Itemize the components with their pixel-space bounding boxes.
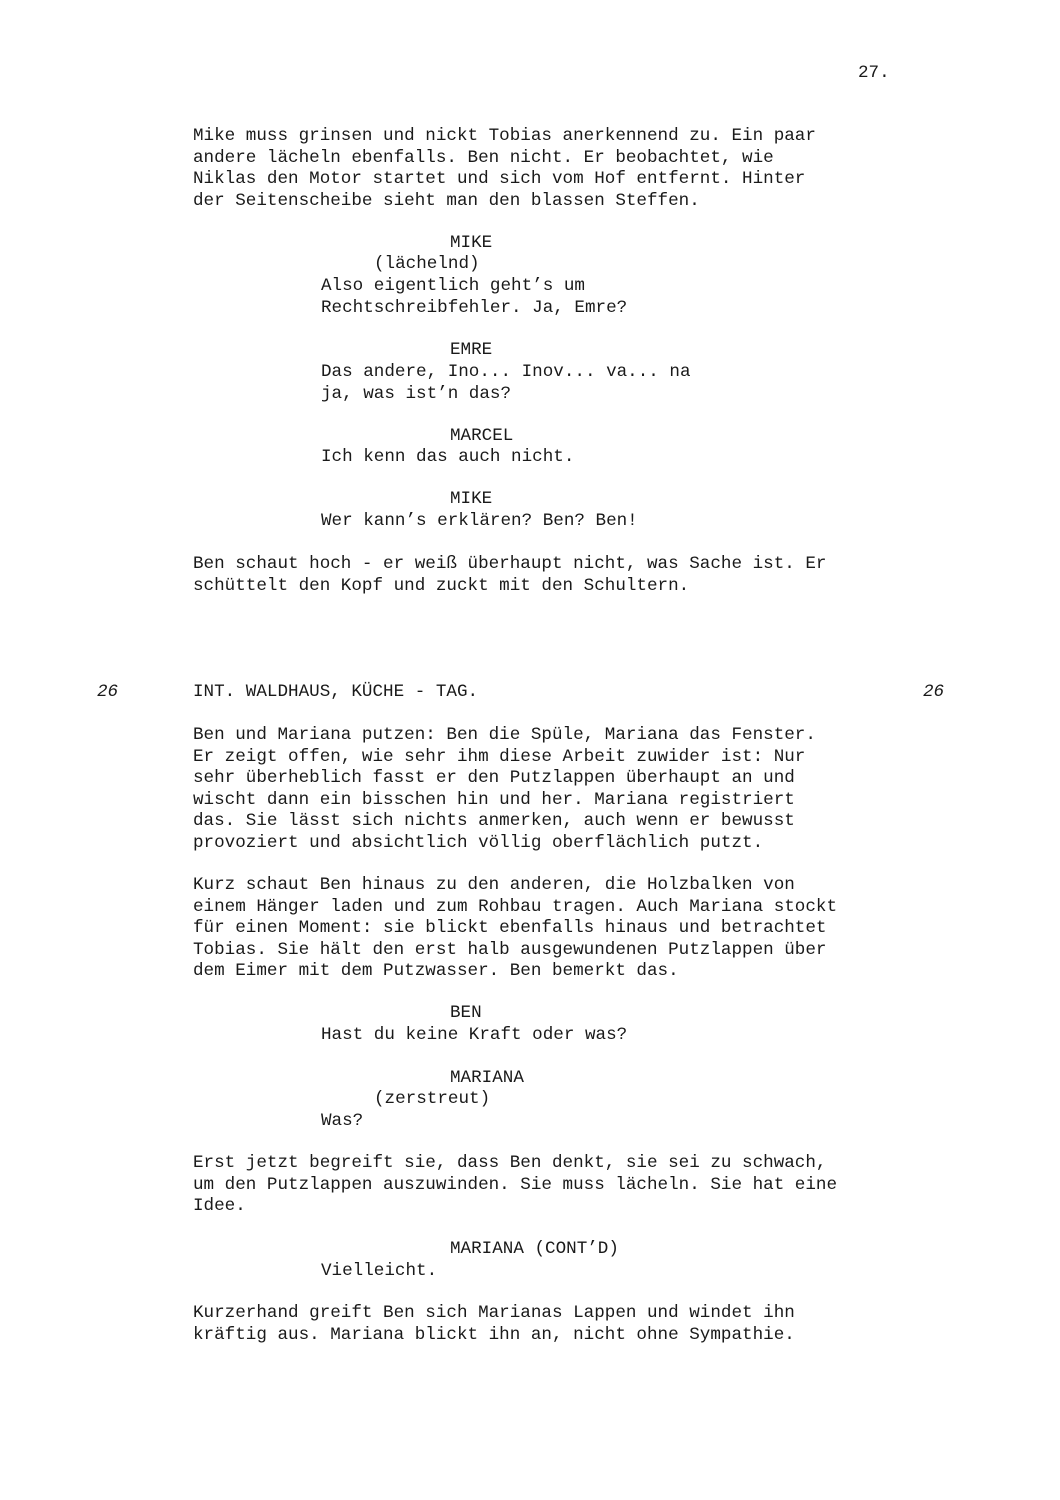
- dialogue-emre: Das andere, Ino... Inov... va... na ja, was ist’n das?: [321, 362, 691, 404]
- dialogue-mariana-was: Was?: [321, 1111, 364, 1131]
- action-erst-jetzt: Erst jetzt begreift sie, dass Ben denkt, sie sei zu schwach, um den Putzlappen auszuwinden. Sie muss lächeln. Sie hat eine Idee.: [193, 1153, 838, 1216]
- character-mariana: MARIANA: [450, 1068, 524, 1088]
- action-kurz-schaut-ben: Kurz schaut Ben hinaus zu den anderen, die Holzbalken von einem Hänger laden und zum Rohbau tragen. Auch Mariana stockt für einen Moment: sie blickt ebenfalls hinaus und betrachtet Tobias. Sie hält den erst halb ausgewundenen Putzlappen über dem Eimer mit dem Putzwasser. Ben bemerkt das.: [193, 875, 838, 981]
- parenthetical-laechelnd: (lächelnd): [374, 254, 480, 274]
- character-mike-2: MIKE: [450, 489, 493, 509]
- dialogue-marcel: Ich kenn das auch nicht.: [321, 447, 575, 467]
- character-mike: MIKE: [450, 233, 493, 253]
- character-ben: BEN: [450, 1003, 482, 1023]
- dialogue-mariana-vielleicht: Vielleicht.: [321, 1261, 438, 1281]
- action-ben-mariana-putzen: Ben und Mariana putzen: Ben die Spüle, Mariana das Fenster. Er zeigt offen, wie sehr ihm diese Arbeit zuwider ist: Nur sehr überheblich fasst er den Putzlappen überhaupt an und wischt dann ein bisschen hin und her. Mariana registriert das. Sie lässt sich nichts anmerken, auch wenn er bewusst provoziert und absichtlich völlig oberflächlich putzt.: [193, 725, 816, 853]
- action-ben-schaut-hoch: Ben schaut hoch - er weiß überhaupt nicht, was Sache ist. Er schüttelt den Kopf und zuckt mit den Schultern.: [193, 554, 827, 596]
- character-marcel: MARCEL: [450, 426, 514, 446]
- dialogue-mike-erklaeren: Wer kann’s erklären? Ben? Ben!: [321, 511, 638, 531]
- scene-number-right: 26: [923, 682, 945, 702]
- dialogue-ben: Hast du keine Kraft oder was?: [321, 1025, 628, 1045]
- action-kurzerhand: Kurzerhand greift Ben sich Marianas Lappen und windet ihn kräftig aus. Mariana blickt ihn an, nicht ohne Sympathie.: [193, 1303, 795, 1345]
- action-mike-grins: Mike muss grinsen und nickt Tobias anerkennend zu. Ein paar andere lächeln ebenfalls. Ben nicht. Er beobachtet, wie Niklas den Motor startet und sich vom Hof entfernt. Hinter der Seitenscheibe sieht man den blassen Steffen.: [193, 126, 816, 211]
- scene-heading: INT. WALDHAUS, KÜCHE - TAG.: [193, 682, 479, 702]
- scene-number-left: 26: [97, 682, 119, 702]
- character-emre: EMRE: [450, 340, 493, 360]
- dialogue-mike-rechtschreibfehler: Also eigentlich geht’s um Rechtschreibfehler. Ja, Emre?: [321, 276, 628, 318]
- character-mariana-contd: MARIANA (CONT’D): [450, 1239, 619, 1259]
- page-number: 27.: [858, 63, 890, 83]
- parenthetical-zerstreut: (zerstreut): [374, 1089, 491, 1109]
